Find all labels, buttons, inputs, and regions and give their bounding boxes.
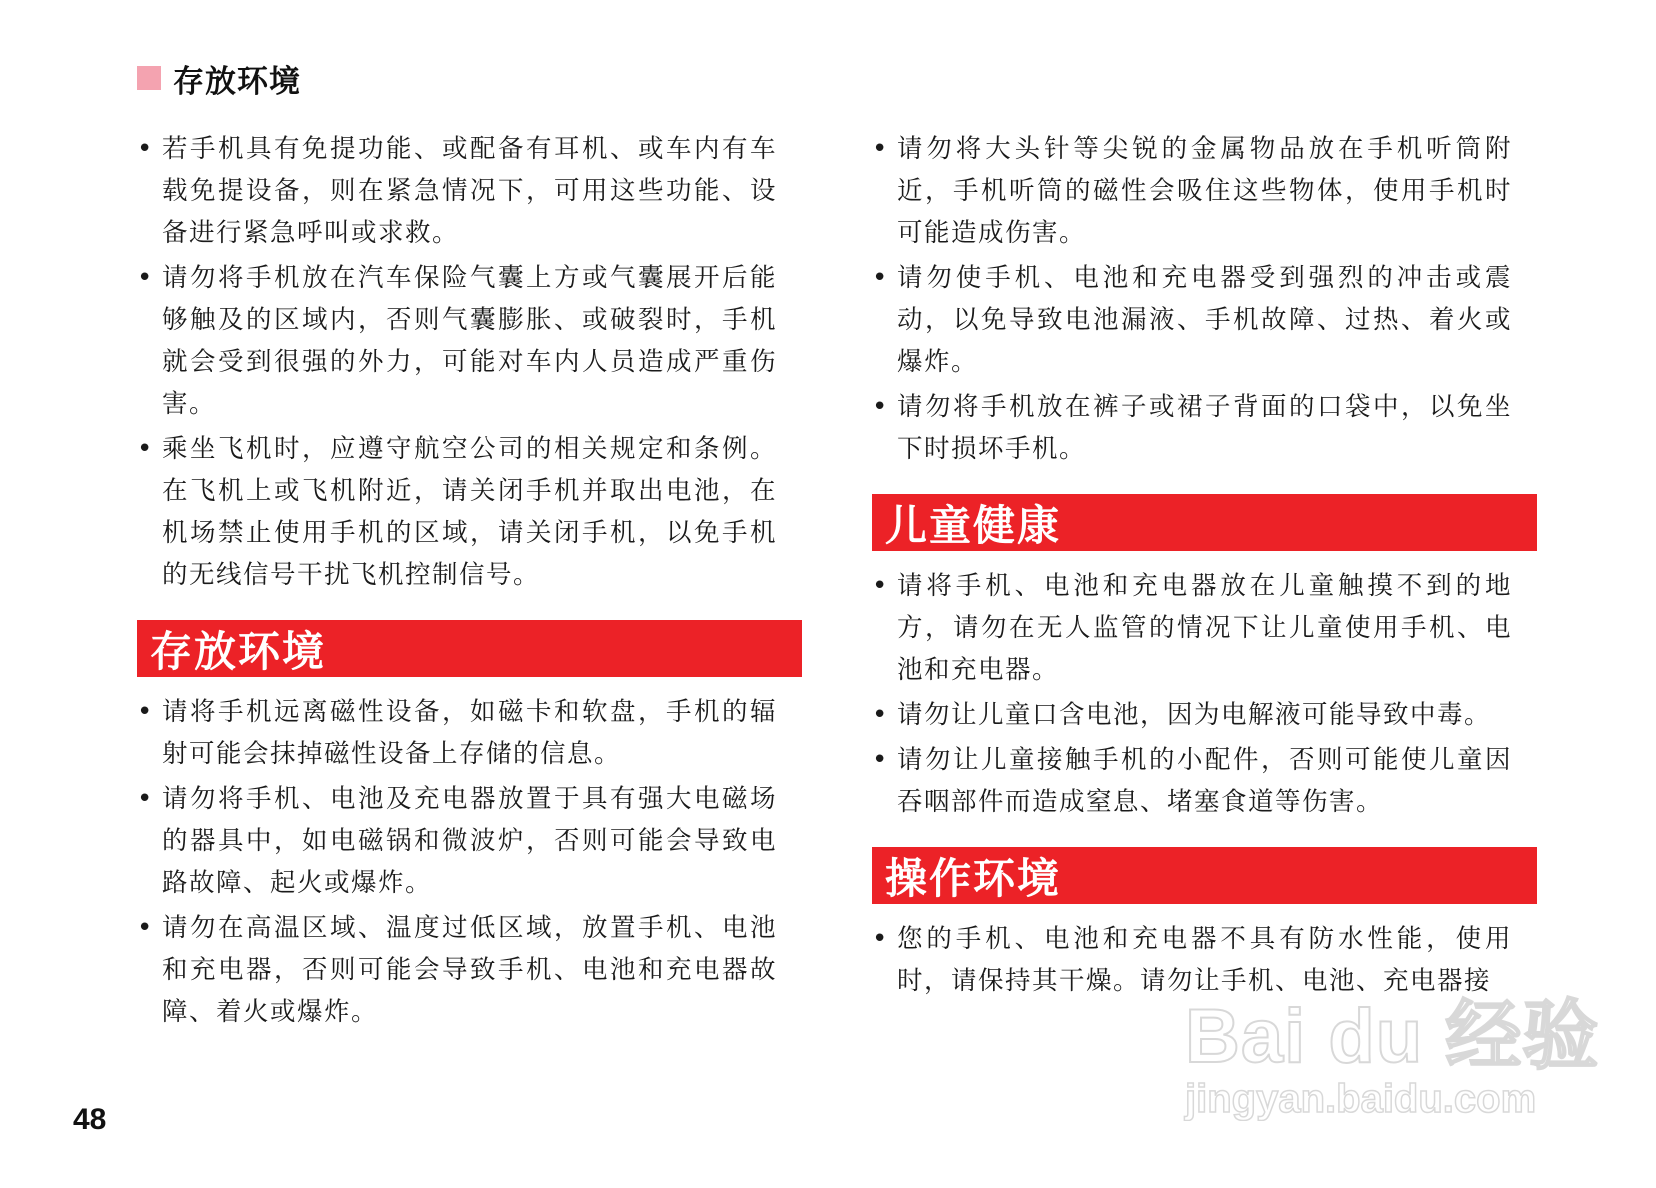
- list-item-text: 您的手机、电池和充电器不具有防水性能，使用时，请保持其干燥。请勿让手机、电池、充电器接: [897, 924, 1512, 996]
- bullet-icon: •: [137, 784, 154, 814]
- list-item: [872, 694, 1512, 736]
- list-item-text: 请勿在高温区域、温度过低区域，放置手机、电池和充电器，否则可能会导致手机、电池和充电器故障、着火或爆炸。: [162, 913, 777, 1027]
- list-item-text: 请将手机远离磁性设备，如磁卡和软盘，手机的辐射可能会抹掉磁性设备上存储的信息。: [162, 697, 777, 769]
- section-heading-children: [872, 494, 1537, 551]
- list-item-text: 若手机具有免提功能、或配备有耳机、或车内有车载免提设备，则在紧急情况下，可用这些功能、设备进行紧急呼叫或求救。: [162, 134, 777, 248]
- bullet-icon: •: [137, 263, 154, 293]
- list-item-text: 请勿将手机放在汽车保险气囊上方或气囊展开后能够触及的区域内，否则气囊膨胀、或破裂时，手机就会受到很强的外力，可能对车内人员造成严重伤害。: [162, 263, 777, 419]
- storage-list: [137, 691, 802, 1033]
- section-heading-operation: [872, 847, 1537, 904]
- bullet-icon: •: [872, 134, 889, 164]
- bullet-icon: •: [872, 700, 889, 730]
- list-item: [872, 386, 1512, 470]
- list-item-text: 请勿将手机、电池及充电器放置于具有强大电磁场的器具中，如电磁锅和微波炉，否则可能会导致电路故障、起火或爆炸。: [162, 784, 777, 898]
- list-item-text: 请将手机、电池和充电器放在儿童触摸不到的地方，请勿在无人监管的情况下让儿童使用手机、电池和充电器。: [897, 571, 1512, 685]
- list-item-text: 请勿将手机放在裤子或裙子背面的口袋中，以免坐下时损坏手机。: [897, 392, 1512, 464]
- list-item: [137, 907, 777, 1033]
- bullet-icon: •: [872, 392, 889, 422]
- list-item: [137, 428, 777, 596]
- bullet-icon: •: [872, 924, 889, 954]
- bullet-icon: •: [872, 263, 889, 293]
- bullet-icon: •: [137, 913, 154, 943]
- left-column: [137, 128, 802, 1036]
- list-item: [872, 565, 1512, 691]
- page-number: 48: [73, 1103, 107, 1136]
- running-header-title: 存放环境: [173, 63, 301, 100]
- list-item-text: 请勿将大头针等尖锐的金属物品放在手机听筒附近，手机听筒的磁性会吸住这些物体，使用手机时可能造成伤害。: [897, 134, 1512, 248]
- watermark-brand: Bai du 经验: [1185, 994, 1600, 1079]
- operation-list: [872, 918, 1537, 1002]
- bullet-icon: •: [872, 571, 889, 601]
- list-item: [137, 128, 777, 254]
- intro-list-right: [872, 128, 1537, 470]
- section-heading-label: 操作环境: [885, 853, 1062, 903]
- list-item: [872, 918, 1512, 1002]
- list-item: [137, 691, 777, 775]
- right-column: [872, 128, 1537, 1005]
- bullet-icon: •: [872, 745, 889, 775]
- list-item-text: 请勿让儿童口含电池，因为电解液可能导致中毒。: [897, 700, 1492, 730]
- list-item-text: 乘坐飞机时，应遵守航空公司的相关规定和条例。在飞机上或飞机附近，请关闭手机并取出电池，在机场禁止使用手机的区域，请关闭手机，以免手机的无线信号干扰飞机控制信号。: [162, 434, 777, 590]
- section-heading-label: 儿童健康: [885, 500, 1062, 550]
- list-item: [872, 739, 1512, 823]
- running-header: [137, 58, 301, 98]
- baidu-watermark: [1185, 994, 1600, 1137]
- list-item: [137, 778, 777, 904]
- list-item: [137, 257, 777, 425]
- list-item: [872, 257, 1512, 383]
- bullet-icon: •: [137, 697, 154, 727]
- bullet-icon: •: [137, 434, 154, 464]
- header-marker-square: [137, 66, 161, 90]
- list-item-text: 请勿使手机、电池和充电器受到强烈的冲击或震动，以免导致电池漏液、手机故障、过热、着火或爆炸。: [897, 263, 1512, 377]
- section-heading-label: 存放环境: [150, 626, 327, 676]
- watermark-url: jingyan.baidu.com: [1185, 1077, 1537, 1121]
- list-item: [872, 128, 1512, 254]
- bullet-icon: •: [137, 134, 154, 164]
- list-item-text: 请勿让儿童接触手机的小配件，否则可能使儿童因吞咽部件而造成窒息、堵塞食道等伤害。: [897, 745, 1512, 817]
- children-list: [872, 565, 1537, 823]
- intro-list-left: [137, 128, 802, 596]
- section-heading-storage: [137, 620, 802, 677]
